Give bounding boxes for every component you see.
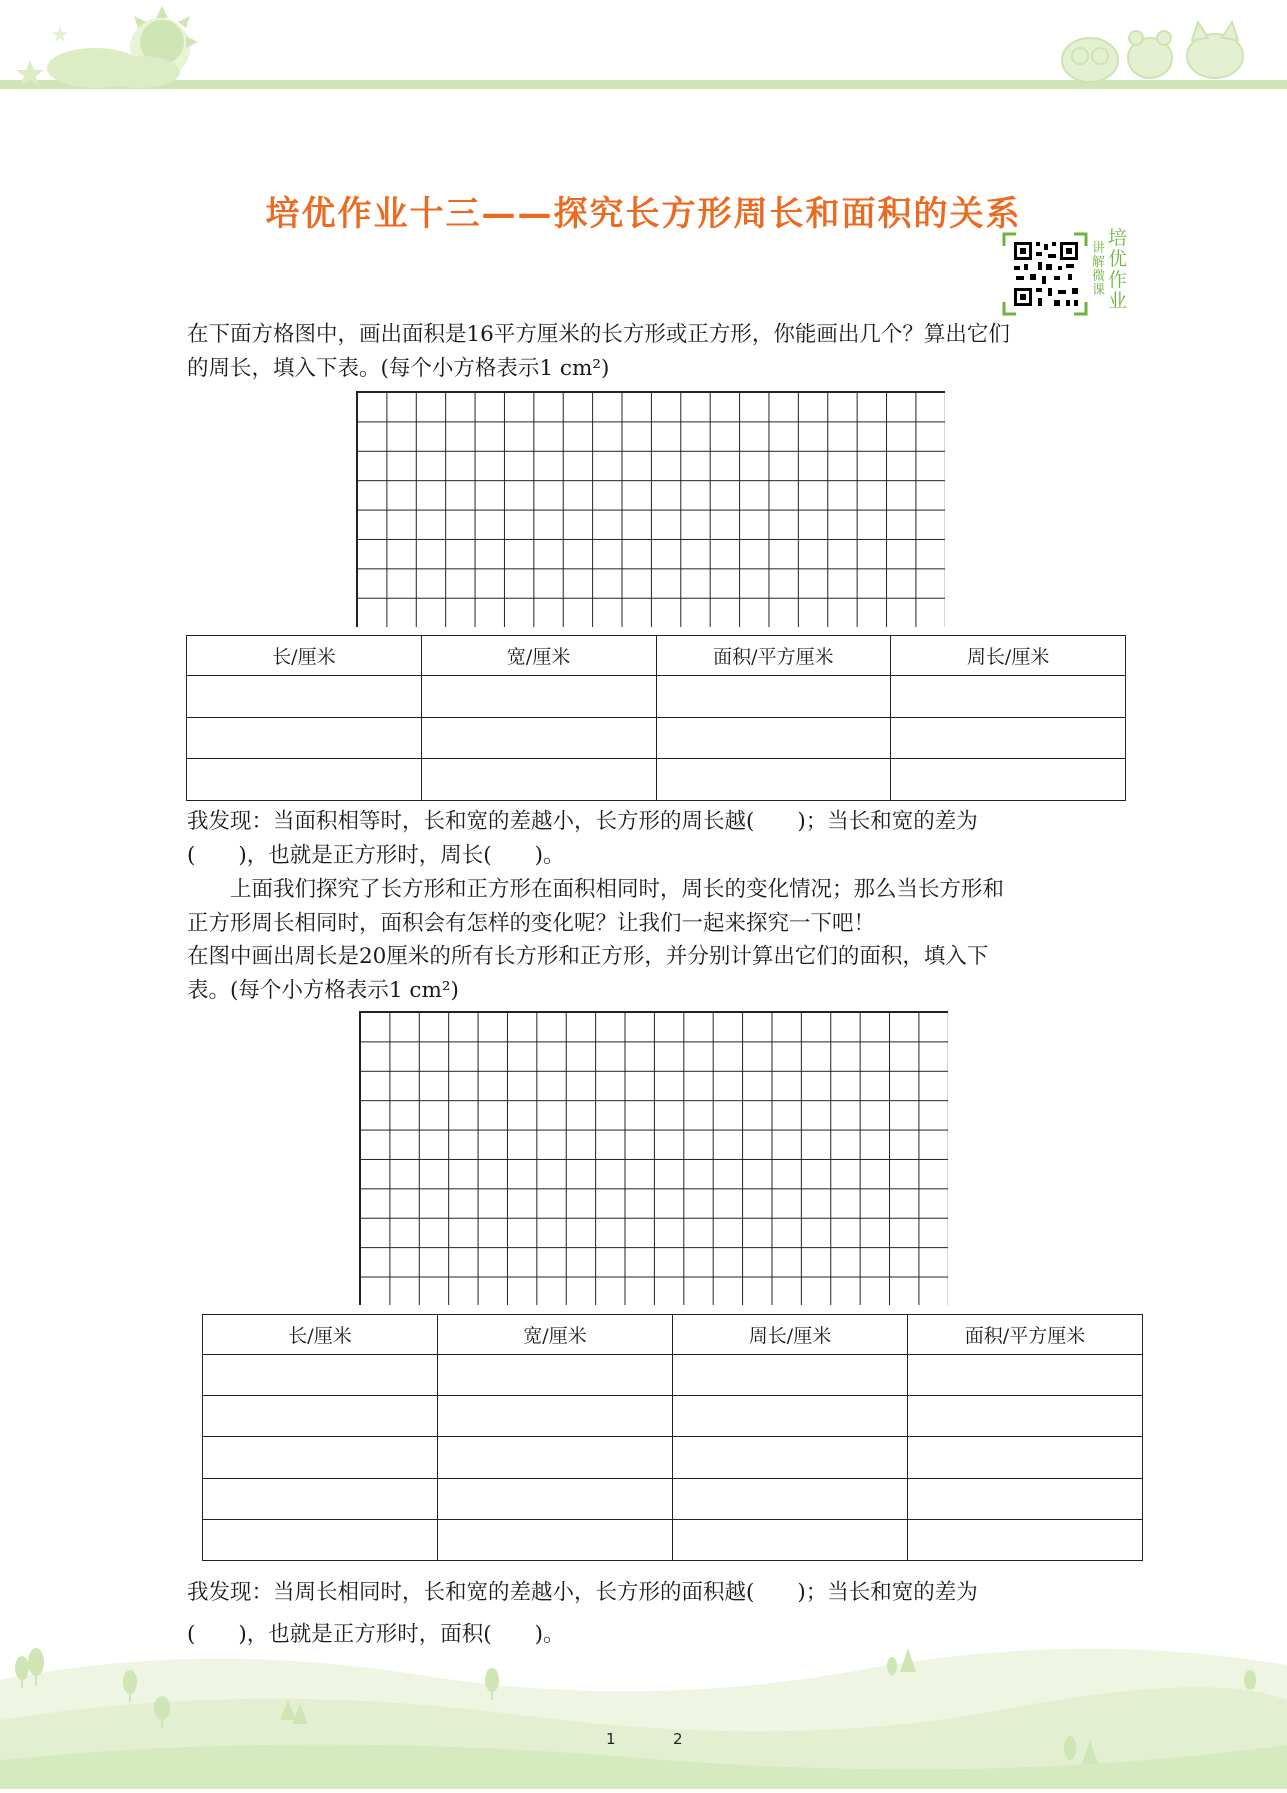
section2-finding-line1: 我发现：当周长相同时，长和宽的差越小，长方形的面积越( )；当长和宽的差为 [187,1580,978,1605]
table-row [187,717,1126,759]
footer-landscape-art [0,1620,1287,1789]
section1-instruction [187,318,1159,386]
table-cell[interactable] [908,1478,1143,1519]
table-cell[interactable] [203,1396,438,1437]
table-cell[interactable] [203,1478,438,1519]
section2-instruction-line2: 表。(每个小方格表示1 cm²) [187,978,459,1003]
table-cell[interactable] [673,1396,908,1437]
table-cell[interactable] [203,1519,438,1560]
table-cell[interactable] [421,759,656,801]
section1-table [186,635,1126,801]
table-cell[interactable] [187,717,422,759]
section2-instruction-line1: 在图中画出周长是20厘米的所有长方形和正方形，并分别计算出它们的面积，填入下 [187,944,989,969]
table-cell[interactable] [673,1355,908,1396]
table-header-cell: 长/厘米 [187,636,422,676]
table-cell[interactable] [908,1519,1143,1560]
table-cell[interactable] [908,1437,1143,1478]
header-banner-art [0,0,1287,110]
table-cell[interactable] [438,1355,673,1396]
section2-finding-line2: ( )，也就是正方形时，面积( )。 [187,1622,565,1647]
table-cell[interactable] [421,676,656,718]
page-number-left: 1 [606,1730,616,1748]
qr-label-primary: 培优作业 [1108,227,1128,312]
table-header-cell: 面积/平方厘米 [908,1315,1143,1355]
table-cell[interactable] [203,1355,438,1396]
table-cell[interactable] [673,1478,908,1519]
section2-table [202,1314,1143,1561]
table-cell[interactable] [891,676,1126,718]
table-cell[interactable] [656,717,891,759]
table-cell[interactable] [673,1519,908,1560]
page-number-right: 2 [673,1730,683,1748]
animal-characters-art [1062,22,1243,82]
table-header-row [203,1315,1143,1355]
transition-paragraph [187,873,1159,941]
table-cell[interactable] [891,759,1126,801]
table-cell[interactable] [421,717,656,759]
drawing-grid-1[interactable] [356,391,945,627]
drawing-grid-2[interactable] [359,1011,948,1305]
table-row [187,676,1126,718]
section1-finding [187,805,1159,873]
table-header-cell: 宽/厘米 [438,1315,673,1355]
table-row [187,759,1126,801]
table-cell[interactable] [187,759,422,801]
qr-code-icon [1002,232,1088,316]
transition-line2: 正方形周长相同时，面积会有怎样的变化呢？让我们一起来探究一下吧！ [187,911,876,936]
table-cell[interactable] [203,1437,438,1478]
table-header-cell: 宽/厘米 [421,636,656,676]
hills-art [0,1620,1287,1789]
table-cell[interactable] [438,1437,673,1478]
table-cell[interactable] [187,676,422,718]
table-header-cell: 周长/厘米 [891,636,1126,676]
section2-instruction [187,940,1159,1008]
table-header-row [187,636,1126,676]
table-header-cell: 长/厘米 [203,1315,438,1355]
section1-finding-line1: 我发现：当面积相等时，长和宽的差越小，长方形的周长越( )；当长和宽的差为 [187,809,978,834]
page-title: 培优作业十三——探究长方形周长和面积的关系 [265,194,1022,234]
qr-block[interactable] [1002,227,1142,316]
table-cell[interactable] [673,1437,908,1478]
table-row [203,1519,1143,1560]
table-cell[interactable] [438,1519,673,1560]
section1-instruction-line1: 在下面方格图中，画出面积是16平方厘米的长方形或正方形，你能画出几个？算出它们 [187,322,1010,347]
table-cell[interactable] [656,759,891,801]
transition-line1: 上面我们探究了长方形和正方形在面积相同时，周长的变化情况；那么当长方形和 [230,877,1005,902]
table-cell[interactable] [908,1396,1143,1437]
table-cell[interactable] [438,1396,673,1437]
section1-instruction-line2: 的周长，填入下表。(每个小方格表示1 cm²) [187,356,610,381]
table-header-cell: 面积/平方厘米 [656,636,891,676]
qr-label-secondary: 讲解微课 [1092,241,1106,298]
header-decoration [0,0,1287,110]
table-header-cell: 周长/厘米 [673,1315,908,1355]
table-cell[interactable] [908,1355,1143,1396]
section1-finding-line2: ( )，也就是正方形时，周长( )。 [187,843,565,868]
table-cell[interactable] [438,1478,673,1519]
table-row [203,1437,1143,1478]
table-cell[interactable] [891,717,1126,759]
table-cell[interactable] [656,676,891,718]
table-row [203,1396,1143,1437]
table-row [203,1478,1143,1519]
table-row [203,1355,1143,1396]
